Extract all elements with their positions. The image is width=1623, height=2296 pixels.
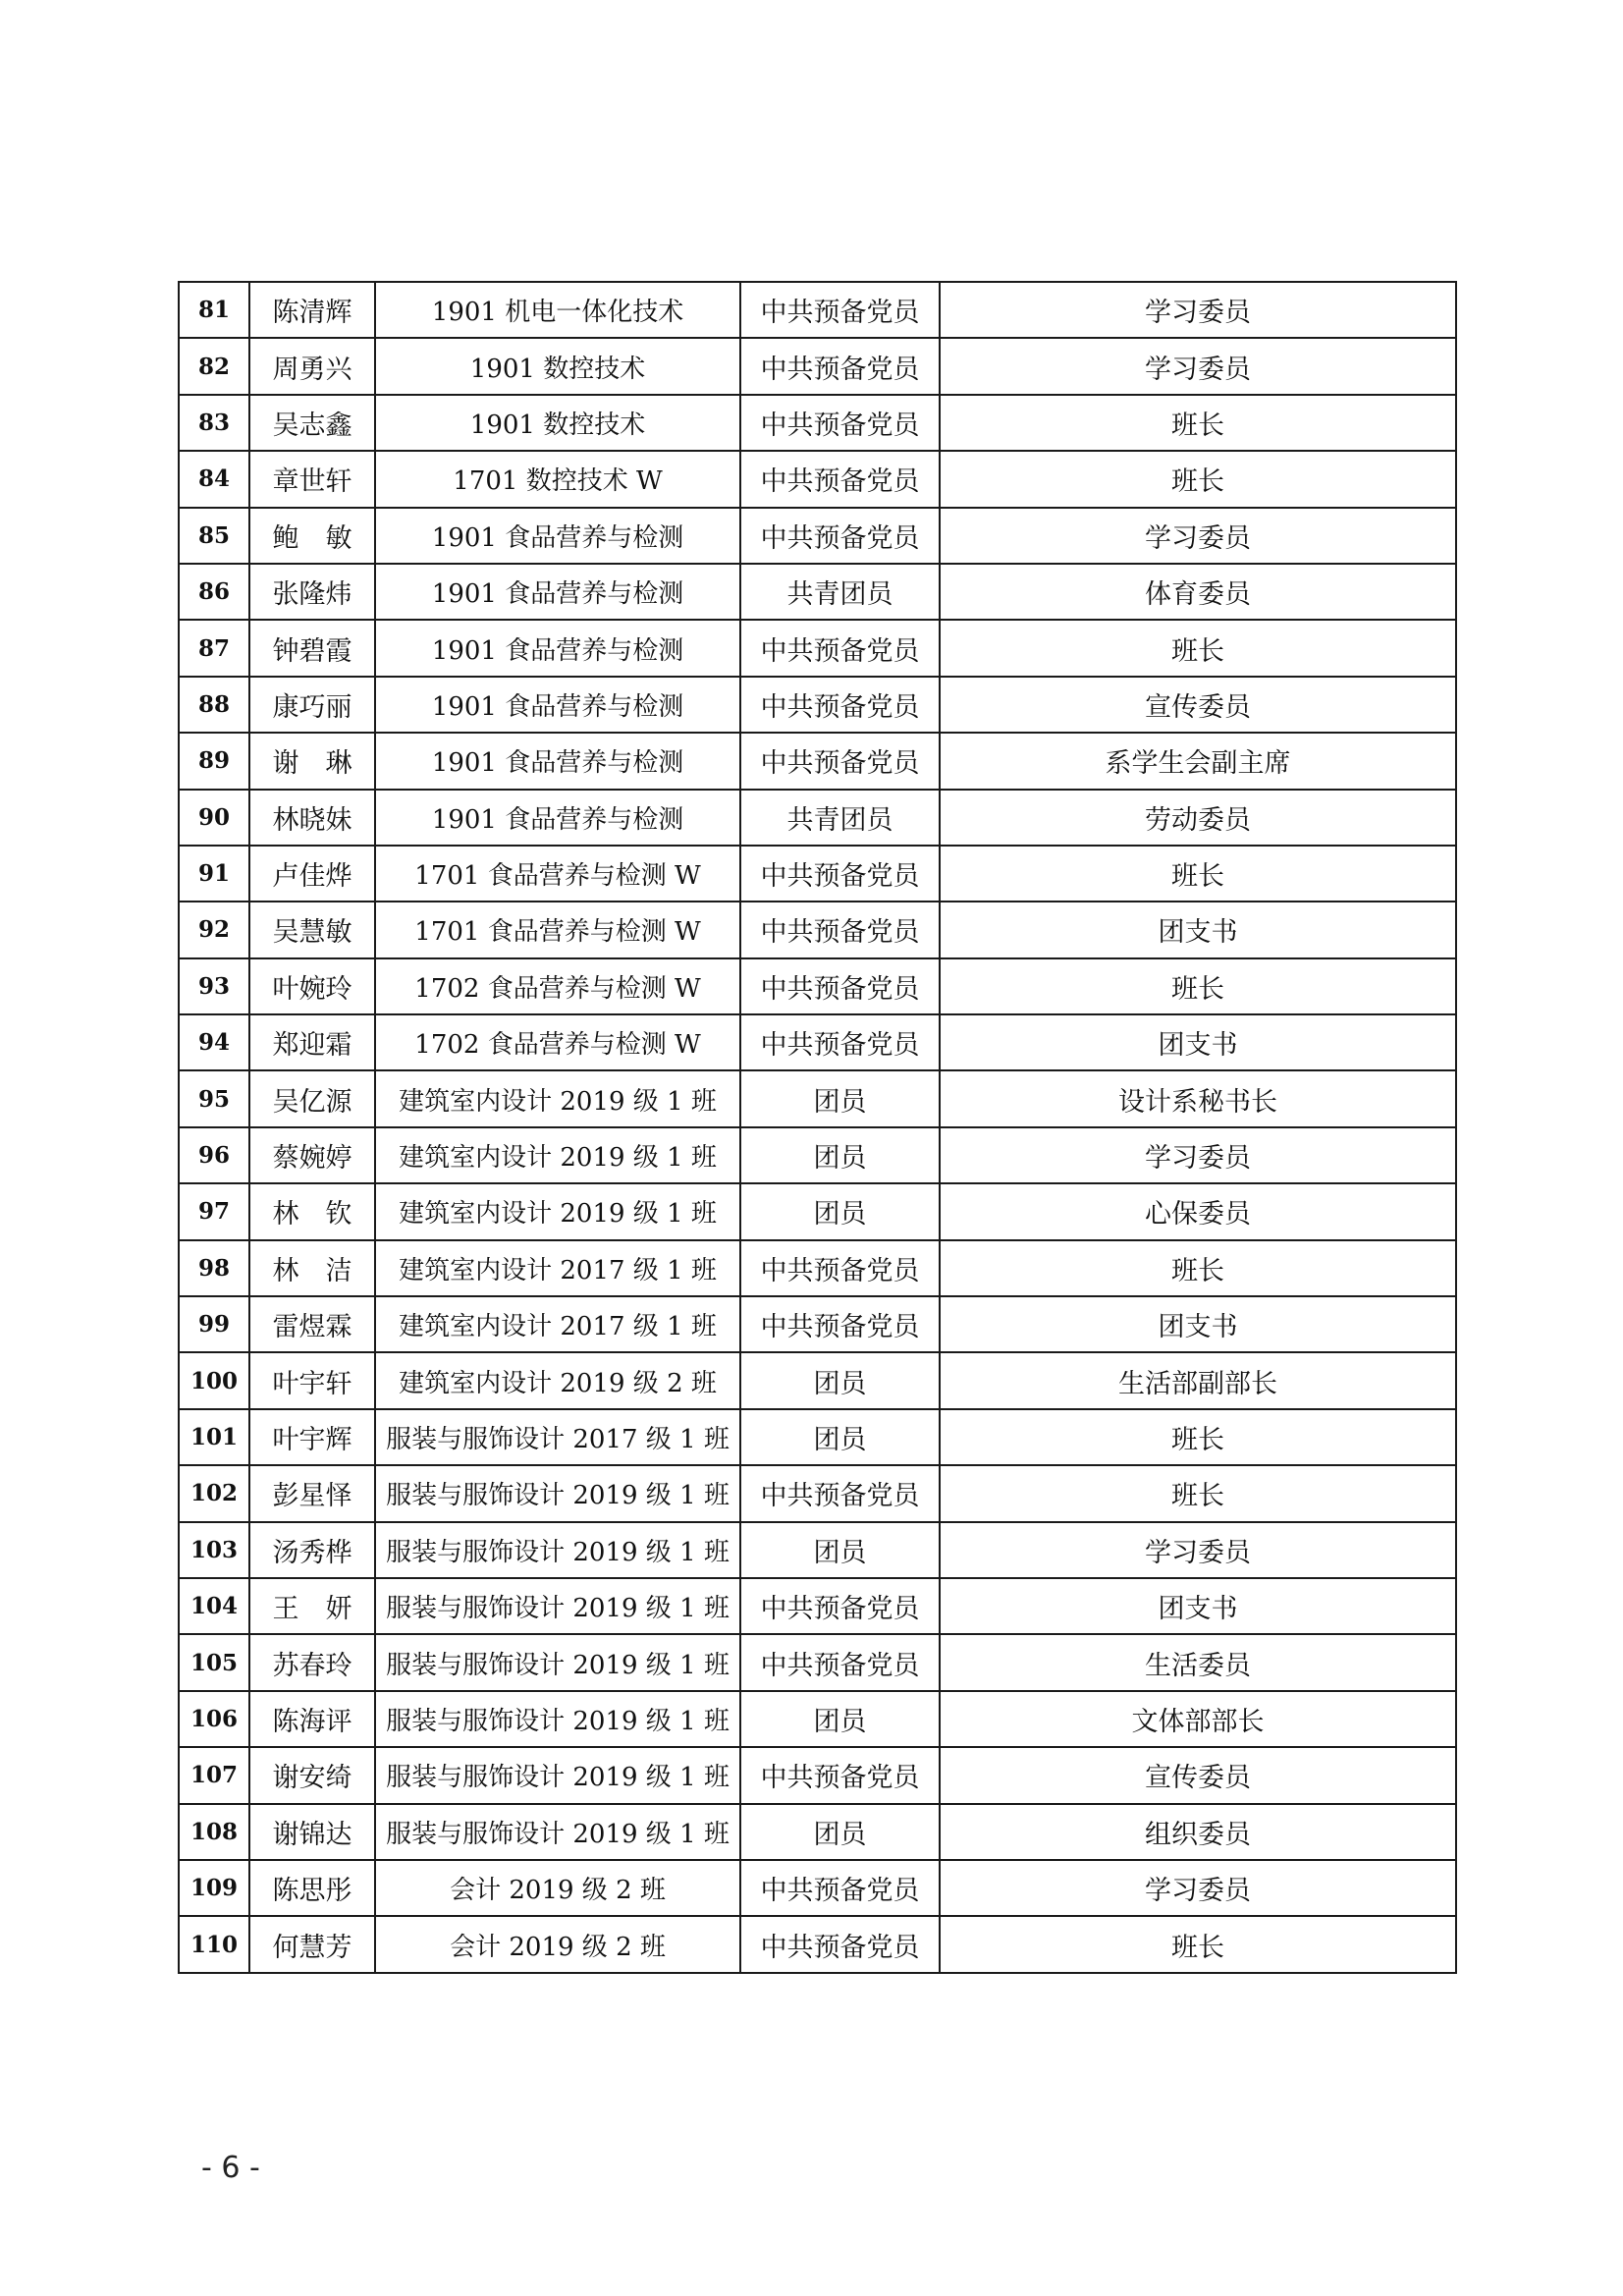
student-name-cell: 康巧丽 xyxy=(249,677,375,733)
political-status-cell: 中共预备党员 xyxy=(740,1634,940,1690)
political-status-cell: 中共预备党员 xyxy=(740,1747,940,1803)
table-row xyxy=(179,1522,1456,1578)
student-name-cell: 林 钦 xyxy=(249,1183,375,1239)
row-number-cell: 93 xyxy=(179,958,249,1014)
table-row xyxy=(179,620,1456,676)
student-name-cell: 钟碧霞 xyxy=(249,620,375,676)
student-name-cell: 蔡婉婷 xyxy=(249,1127,375,1183)
student-name-cell: 林 洁 xyxy=(249,1240,375,1296)
student-name-cell: 叶宇轩 xyxy=(249,1352,375,1408)
row-number-cell: 96 xyxy=(179,1127,249,1183)
political-status-cell: 团员 xyxy=(740,1804,940,1860)
political-status-cell: 中共预备党员 xyxy=(740,1578,940,1634)
political-status-cell: 团员 xyxy=(740,1691,940,1747)
political-status-cell: 中共预备党员 xyxy=(740,508,940,564)
student-name-cell: 叶宇辉 xyxy=(249,1409,375,1465)
position-cell: 班长 xyxy=(940,958,1456,1014)
table-row xyxy=(179,451,1456,507)
class-name-cell: 1701 食品营养与检测 W xyxy=(375,846,740,902)
row-number-cell: 104 xyxy=(179,1578,249,1634)
row-number-cell: 106 xyxy=(179,1691,249,1747)
student-name-cell: 周勇兴 xyxy=(249,338,375,394)
row-number-cell: 108 xyxy=(179,1804,249,1860)
table-row xyxy=(179,1352,1456,1408)
table-row xyxy=(179,958,1456,1014)
table-row xyxy=(179,508,1456,564)
position-cell: 班长 xyxy=(940,451,1456,507)
student-name-cell: 雷煜霖 xyxy=(249,1296,375,1352)
class-name-cell: 建筑室内设计 2019 级 1 班 xyxy=(375,1070,740,1126)
political-status-cell: 中共预备党员 xyxy=(740,677,940,733)
position-cell: 团支书 xyxy=(940,902,1456,957)
class-name-cell: 会计 2019 级 2 班 xyxy=(375,1860,740,1916)
political-status-cell: 中共预备党员 xyxy=(740,338,940,394)
student-name-cell: 郑迎霜 xyxy=(249,1014,375,1070)
position-cell: 班长 xyxy=(940,1409,1456,1465)
political-status-cell: 中共预备党员 xyxy=(740,1860,940,1916)
student-name-cell: 章世轩 xyxy=(249,451,375,507)
row-number-cell: 97 xyxy=(179,1183,249,1239)
position-cell: 班长 xyxy=(940,1240,1456,1296)
row-number-cell: 84 xyxy=(179,451,249,507)
student-name-cell: 卢佳烨 xyxy=(249,846,375,902)
political-status-cell: 中共预备党员 xyxy=(740,1240,940,1296)
political-status-cell: 中共预备党员 xyxy=(740,1465,940,1521)
class-name-cell: 服装与服饰设计 2019 级 1 班 xyxy=(375,1747,740,1803)
political-status-cell: 中共预备党员 xyxy=(740,1916,940,1972)
table-row xyxy=(179,1240,1456,1296)
student-name-cell: 吴志鑫 xyxy=(249,395,375,451)
class-name-cell: 服装与服饰设计 2019 级 1 班 xyxy=(375,1691,740,1747)
political-status-cell: 团员 xyxy=(740,1183,940,1239)
table-row xyxy=(179,790,1456,846)
class-name-cell: 建筑室内设计 2019 级 1 班 xyxy=(375,1127,740,1183)
table-row xyxy=(179,1183,1456,1239)
position-cell: 团支书 xyxy=(940,1296,1456,1352)
row-number-cell: 103 xyxy=(179,1522,249,1578)
row-number-cell: 100 xyxy=(179,1352,249,1408)
table-row xyxy=(179,564,1456,620)
class-name-cell: 建筑室内设计 2019 级 2 班 xyxy=(375,1352,740,1408)
political-status-cell: 团员 xyxy=(740,1127,940,1183)
position-cell: 班长 xyxy=(940,846,1456,902)
position-cell: 学习委员 xyxy=(940,282,1456,338)
table-row xyxy=(179,1409,1456,1465)
student-name-cell: 叶婉玲 xyxy=(249,958,375,1014)
table-row xyxy=(179,1804,1456,1860)
class-name-cell: 建筑室内设计 2017 级 1 班 xyxy=(375,1296,740,1352)
row-number-cell: 81 xyxy=(179,282,249,338)
political-status-cell: 团员 xyxy=(740,1070,940,1126)
roster-table-body xyxy=(179,282,1456,1973)
row-number-cell: 109 xyxy=(179,1860,249,1916)
political-status-cell: 中共预备党员 xyxy=(740,451,940,507)
position-cell: 劳动委员 xyxy=(940,790,1456,846)
class-name-cell: 1901 数控技术 xyxy=(375,395,740,451)
student-name-cell: 谢 琳 xyxy=(249,733,375,789)
student-roster-table xyxy=(178,281,1457,1974)
student-name-cell: 林晓妹 xyxy=(249,790,375,846)
student-name-cell: 张隆炜 xyxy=(249,564,375,620)
student-name-cell: 陈清辉 xyxy=(249,282,375,338)
row-number-cell: 99 xyxy=(179,1296,249,1352)
class-name-cell: 服装与服饰设计 2017 级 1 班 xyxy=(375,1409,740,1465)
class-name-cell: 服装与服饰设计 2019 级 1 班 xyxy=(375,1804,740,1860)
row-number-cell: 95 xyxy=(179,1070,249,1126)
political-status-cell: 中共预备党员 xyxy=(740,1296,940,1352)
class-name-cell: 1901 食品营养与检测 xyxy=(375,620,740,676)
table-row xyxy=(179,1860,1456,1916)
position-cell: 学习委员 xyxy=(940,1522,1456,1578)
row-number-cell: 92 xyxy=(179,902,249,957)
position-cell: 学习委员 xyxy=(940,1860,1456,1916)
student-name-cell: 苏春玲 xyxy=(249,1634,375,1690)
class-name-cell: 1901 数控技术 xyxy=(375,338,740,394)
row-number-cell: 110 xyxy=(179,1916,249,1972)
row-number-cell: 105 xyxy=(179,1634,249,1690)
position-cell: 组织委员 xyxy=(940,1804,1456,1860)
political-status-cell: 中共预备党员 xyxy=(740,282,940,338)
row-number-cell: 98 xyxy=(179,1240,249,1296)
class-name-cell: 服装与服饰设计 2019 级 1 班 xyxy=(375,1634,740,1690)
row-number-cell: 86 xyxy=(179,564,249,620)
row-number-cell: 87 xyxy=(179,620,249,676)
row-number-cell: 83 xyxy=(179,395,249,451)
position-cell: 心保委员 xyxy=(940,1183,1456,1239)
roster-table-container xyxy=(178,281,1457,1974)
political-status-cell: 团员 xyxy=(740,1352,940,1408)
student-name-cell: 王 妍 xyxy=(249,1578,375,1634)
class-name-cell: 服装与服饰设计 2019 级 1 班 xyxy=(375,1465,740,1521)
class-name-cell: 1702 食品营养与检测 W xyxy=(375,1014,740,1070)
row-number-cell: 91 xyxy=(179,846,249,902)
student-name-cell: 吴亿源 xyxy=(249,1070,375,1126)
political-status-cell: 中共预备党员 xyxy=(740,846,940,902)
table-row xyxy=(179,1634,1456,1690)
class-name-cell: 建筑室内设计 2019 级 1 班 xyxy=(375,1183,740,1239)
position-cell: 班长 xyxy=(940,1916,1456,1972)
political-status-cell: 中共预备党员 xyxy=(740,395,940,451)
student-name-cell: 鲍 敏 xyxy=(249,508,375,564)
table-row xyxy=(179,1070,1456,1126)
class-name-cell: 1701 数控技术 W xyxy=(375,451,740,507)
position-cell: 班长 xyxy=(940,620,1456,676)
row-number-cell: 88 xyxy=(179,677,249,733)
position-cell: 班长 xyxy=(940,1465,1456,1521)
position-cell: 系学生会副主席 xyxy=(940,733,1456,789)
student-name-cell: 汤秀桦 xyxy=(249,1522,375,1578)
position-cell: 团支书 xyxy=(940,1014,1456,1070)
class-name-cell: 1901 食品营养与检测 xyxy=(375,790,740,846)
table-row xyxy=(179,338,1456,394)
class-name-cell: 1901 食品营养与检测 xyxy=(375,508,740,564)
class-name-cell: 1901 机电一体化技术 xyxy=(375,282,740,338)
position-cell: 学习委员 xyxy=(940,338,1456,394)
page-number: - 6 - xyxy=(201,2151,260,2185)
class-name-cell: 1702 食品营养与检测 W xyxy=(375,958,740,1014)
table-row xyxy=(179,733,1456,789)
class-name-cell: 1701 食品营养与检测 W xyxy=(375,902,740,957)
position-cell: 宣传委员 xyxy=(940,677,1456,733)
class-name-cell: 会计 2019 级 2 班 xyxy=(375,1916,740,1972)
position-cell: 生活部副部长 xyxy=(940,1352,1456,1408)
row-number-cell: 107 xyxy=(179,1747,249,1803)
row-number-cell: 94 xyxy=(179,1014,249,1070)
row-number-cell: 101 xyxy=(179,1409,249,1465)
table-row xyxy=(179,1465,1456,1521)
table-row xyxy=(179,1916,1456,1972)
table-row xyxy=(179,1691,1456,1747)
row-number-cell: 85 xyxy=(179,508,249,564)
political-status-cell: 共青团员 xyxy=(740,790,940,846)
student-name-cell: 陈思彤 xyxy=(249,1860,375,1916)
political-status-cell: 团员 xyxy=(740,1522,940,1578)
row-number-cell: 89 xyxy=(179,733,249,789)
student-name-cell: 吴慧敏 xyxy=(249,902,375,957)
position-cell: 宣传委员 xyxy=(940,1747,1456,1803)
position-cell: 团支书 xyxy=(940,1578,1456,1634)
student-name-cell: 何慧芳 xyxy=(249,1916,375,1972)
political-status-cell: 中共预备党员 xyxy=(740,620,940,676)
student-name-cell: 陈海评 xyxy=(249,1691,375,1747)
table-row xyxy=(179,1127,1456,1183)
political-status-cell: 中共预备党员 xyxy=(740,1014,940,1070)
position-cell: 设计系秘书长 xyxy=(940,1070,1456,1126)
position-cell: 文体部部长 xyxy=(940,1691,1456,1747)
political-status-cell: 中共预备党员 xyxy=(740,902,940,957)
class-name-cell: 建筑室内设计 2017 级 1 班 xyxy=(375,1240,740,1296)
row-number-cell: 102 xyxy=(179,1465,249,1521)
table-row xyxy=(179,1578,1456,1634)
table-row xyxy=(179,1296,1456,1352)
political-status-cell: 团员 xyxy=(740,1409,940,1465)
table-row xyxy=(179,677,1456,733)
row-number-cell: 82 xyxy=(179,338,249,394)
position-cell: 学习委员 xyxy=(940,1127,1456,1183)
class-name-cell: 服装与服饰设计 2019 级 1 班 xyxy=(375,1578,740,1634)
position-cell: 体育委员 xyxy=(940,564,1456,620)
position-cell: 生活委员 xyxy=(940,1634,1456,1690)
class-name-cell: 服装与服饰设计 2019 级 1 班 xyxy=(375,1522,740,1578)
table-row xyxy=(179,846,1456,902)
class-name-cell: 1901 食品营养与检测 xyxy=(375,564,740,620)
table-row xyxy=(179,395,1456,451)
table-row xyxy=(179,902,1456,957)
class-name-cell: 1901 食品营养与检测 xyxy=(375,677,740,733)
position-cell: 学习委员 xyxy=(940,508,1456,564)
student-name-cell: 谢安绮 xyxy=(249,1747,375,1803)
political-status-cell: 共青团员 xyxy=(740,564,940,620)
table-row xyxy=(179,1014,1456,1070)
political-status-cell: 中共预备党员 xyxy=(740,733,940,789)
student-name-cell: 谢锦达 xyxy=(249,1804,375,1860)
row-number-cell: 90 xyxy=(179,790,249,846)
student-name-cell: 彭星怿 xyxy=(249,1465,375,1521)
position-cell: 班长 xyxy=(940,395,1456,451)
table-row xyxy=(179,1747,1456,1803)
table-row xyxy=(179,282,1456,338)
class-name-cell: 1901 食品营养与检测 xyxy=(375,733,740,789)
political-status-cell: 中共预备党员 xyxy=(740,958,940,1014)
